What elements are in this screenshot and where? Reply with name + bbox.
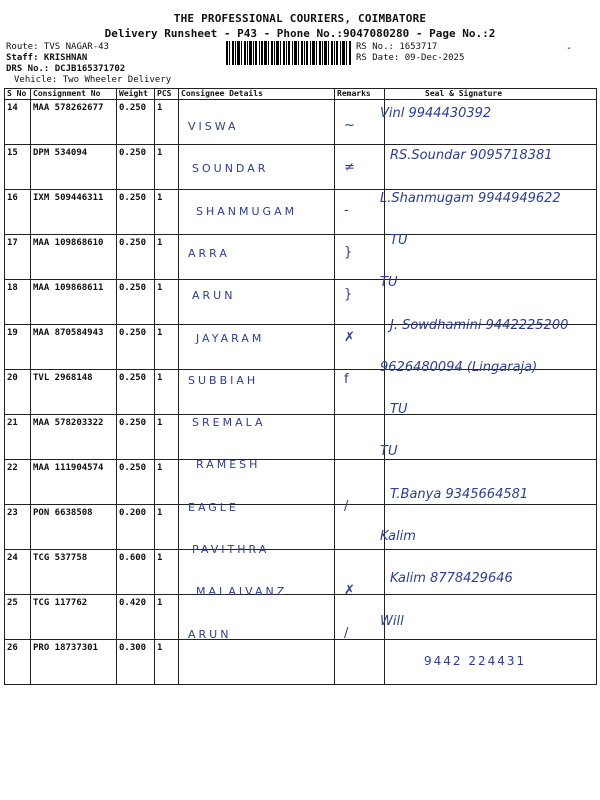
sno-cell: 21 bbox=[5, 415, 31, 460]
handwritten-signature: Vinl 9944430392 bbox=[380, 106, 492, 121]
handwritten-consignee: EAGLE bbox=[188, 500, 239, 514]
handwritten-remark: ≠ bbox=[344, 160, 355, 176]
footer-handwritten-number: 9442 224431 bbox=[424, 654, 527, 668]
sno-cell: 16 bbox=[5, 190, 31, 235]
col-sno: S No bbox=[5, 89, 31, 100]
col-remarks: Remarks bbox=[335, 89, 385, 100]
table-row bbox=[5, 100, 597, 145]
signature-cell bbox=[385, 595, 597, 640]
handwritten-remark: ✗ bbox=[344, 329, 355, 345]
consignment-cell: MAA 109868610 bbox=[31, 235, 117, 280]
handwritten-remark: } bbox=[344, 287, 353, 303]
weight-cell: 0.250 bbox=[117, 190, 155, 235]
handwritten-signature: RS.Soundar 9095718381 bbox=[390, 148, 553, 164]
route-label: Route: TVS NAGAR-43 bbox=[6, 42, 109, 52]
consignment-cell: PRO 18737301 bbox=[31, 640, 117, 685]
remarks-cell bbox=[335, 325, 385, 370]
remarks-cell bbox=[335, 505, 385, 550]
drs-label: DRS No.: DCJB165371702 bbox=[6, 64, 126, 74]
table-row bbox=[5, 595, 597, 640]
pcs-cell: 1 bbox=[155, 640, 179, 685]
handwritten-signature: TU bbox=[390, 232, 408, 248]
consignment-cell: MAA 109868611 bbox=[31, 280, 117, 325]
handwritten-signature: L.Shanmugam 9944949622 bbox=[380, 190, 561, 206]
handwritten-consignee: ARUN bbox=[188, 627, 232, 641]
weight-cell: 0.200 bbox=[117, 505, 155, 550]
weight-cell: 0.250 bbox=[117, 325, 155, 370]
handwritten-remark: ✗ bbox=[344, 583, 355, 599]
remarks-cell bbox=[335, 190, 385, 235]
table-header-row bbox=[5, 89, 597, 100]
handwritten-consignee: VISWA bbox=[188, 120, 239, 133]
remarks-cell bbox=[335, 370, 385, 415]
col-consignment: Consignment No bbox=[31, 89, 117, 100]
weight-cell: 0.250 bbox=[117, 100, 155, 145]
pcs-cell: 1 bbox=[155, 505, 179, 550]
remarks-cell bbox=[335, 280, 385, 325]
weight-cell: 0.250 bbox=[117, 145, 155, 190]
signature-cell bbox=[385, 505, 597, 550]
handwritten-remark: } bbox=[344, 244, 353, 260]
remarks-cell bbox=[335, 415, 385, 460]
remarks-cell bbox=[335, 235, 385, 280]
handwritten-remark: / bbox=[344, 625, 349, 641]
handwritten-consignee: SHANMUGAM bbox=[196, 204, 298, 218]
sno-cell: 26 bbox=[5, 640, 31, 685]
sno-cell: 15 bbox=[5, 145, 31, 190]
pcs-cell: 1 bbox=[155, 550, 179, 595]
consignment-cell: MAA 111904574 bbox=[31, 460, 117, 505]
remarks-cell bbox=[335, 550, 385, 595]
sno-cell: 24 bbox=[5, 550, 31, 595]
weight-cell: 0.250 bbox=[117, 370, 155, 415]
handwritten-signature: Kalim bbox=[380, 529, 416, 544]
table-row bbox=[5, 235, 597, 280]
handwritten-remark: ~ bbox=[344, 118, 355, 133]
handwritten-signature: 9626480094 (Lingaraja) bbox=[380, 359, 538, 375]
remarks-cell bbox=[335, 460, 385, 505]
handwritten-remark: / bbox=[344, 498, 349, 514]
handwritten-signature: TU bbox=[380, 444, 398, 460]
pcs-cell: 1 bbox=[155, 595, 179, 640]
sno-cell: 23 bbox=[5, 505, 31, 550]
pcs-cell: 1 bbox=[155, 415, 179, 460]
sno-cell: 17 bbox=[5, 235, 31, 280]
rs-date: RS Date: 09-Dec-2025 bbox=[356, 53, 465, 63]
handwritten-signature: J. Sowdhamini 9442225200 bbox=[390, 317, 569, 333]
pcs-cell: 1 bbox=[155, 370, 179, 415]
weight-cell: 0.600 bbox=[117, 550, 155, 595]
pcs-cell: 1 bbox=[155, 460, 179, 505]
handwritten-consignee: SOUNDAR bbox=[192, 162, 269, 176]
remarks-cell bbox=[335, 595, 385, 640]
handwritten-consignee: PAVITHRA bbox=[192, 543, 270, 556]
rs-number: RS No.: 1653717 bbox=[356, 42, 438, 52]
table-row bbox=[5, 415, 597, 460]
col-weight: Weight bbox=[117, 89, 155, 100]
consignment-cell: TVL 2968148 bbox=[31, 370, 117, 415]
consignment-cell: MAA 578203322 bbox=[31, 415, 117, 460]
table-row bbox=[5, 505, 597, 550]
weight-cell: 0.300 bbox=[117, 640, 155, 685]
sno-cell: 20 bbox=[5, 370, 31, 415]
sno-cell: 14 bbox=[5, 100, 31, 145]
staff-label: Staff: KRISHNAN bbox=[6, 53, 88, 63]
pcs-cell: 1 bbox=[155, 325, 179, 370]
consignee-cell bbox=[179, 640, 335, 685]
consignment-cell: DPM 534094 bbox=[31, 145, 117, 190]
table-row bbox=[5, 370, 597, 415]
weight-cell: 0.250 bbox=[117, 460, 155, 505]
consignment-cell: PON 6638508 bbox=[31, 505, 117, 550]
handwritten-signature: Will bbox=[380, 613, 404, 629]
col-signature: Seal & Signature bbox=[385, 89, 597, 100]
dash-mark: - bbox=[566, 43, 573, 54]
pcs-cell: 1 bbox=[155, 145, 179, 190]
consignment-cell: MAA 578262677 bbox=[31, 100, 117, 145]
signature-cell bbox=[385, 370, 597, 418]
handwritten-consignee: ARUN bbox=[192, 289, 236, 303]
remarks-cell bbox=[335, 640, 385, 685]
remarks-cell bbox=[335, 145, 385, 190]
runsheet-table bbox=[4, 88, 597, 685]
consignment-cell: IXM 509446311 bbox=[31, 190, 117, 235]
weight-cell: 0.250 bbox=[117, 235, 155, 280]
remarks-cell bbox=[335, 100, 385, 145]
company-title: THE PROFESSIONAL COURIERS, COIMBATORE bbox=[173, 12, 427, 25]
pcs-cell: 1 bbox=[155, 235, 179, 280]
vehicle-label: Vehicle: Two Wheeler Delivery bbox=[14, 75, 172, 85]
handwritten-consignee: SREMALA bbox=[192, 416, 266, 430]
handwritten-signature: T.Banya 9345664581 bbox=[390, 486, 529, 502]
sno-cell: 22 bbox=[5, 460, 31, 505]
handwritten-remark: - bbox=[344, 202, 349, 218]
pcs-cell: 1 bbox=[155, 280, 179, 325]
handwritten-consignee: JAYARAM bbox=[196, 331, 265, 345]
handwritten-remark: f bbox=[344, 371, 349, 387]
col-pcs: PCS bbox=[155, 89, 179, 100]
sno-cell: 25 bbox=[5, 595, 31, 640]
handwritten-consignee: RAMESH bbox=[196, 458, 261, 472]
runsheet-subtitle: Delivery Runsheet - P43 - Phone No.:9047080280 - Page No.:2 bbox=[104, 27, 496, 40]
signature-cell bbox=[385, 415, 597, 460]
weight-cell: 0.420 bbox=[117, 595, 155, 640]
handwritten-signature: TU bbox=[380, 275, 398, 291]
handwritten-consignee: ARRA bbox=[188, 246, 230, 260]
pcs-cell: 1 bbox=[155, 190, 179, 235]
barcode bbox=[226, 41, 352, 65]
weight-cell: 0.250 bbox=[117, 280, 155, 325]
pcs-cell: 1 bbox=[155, 100, 179, 145]
handwritten-consignee: MALAIVANZ bbox=[196, 585, 288, 599]
sno-cell: 18 bbox=[5, 280, 31, 325]
weight-cell: 0.250 bbox=[117, 415, 155, 460]
handwritten-signature: Kalim 8778429646 bbox=[390, 571, 513, 587]
consignment-cell: MAA 870584943 bbox=[31, 325, 117, 370]
col-consignee: Consignee Details bbox=[179, 89, 335, 100]
signature-cell bbox=[385, 232, 597, 280]
handwritten-consignee: SUBBIAH bbox=[188, 373, 259, 387]
consignment-cell: TCG 537758 bbox=[31, 550, 117, 595]
sno-cell: 19 bbox=[5, 325, 31, 370]
handwritten-signature: TU bbox=[390, 402, 408, 418]
consignment-cell: TCG 117762 bbox=[31, 595, 117, 640]
